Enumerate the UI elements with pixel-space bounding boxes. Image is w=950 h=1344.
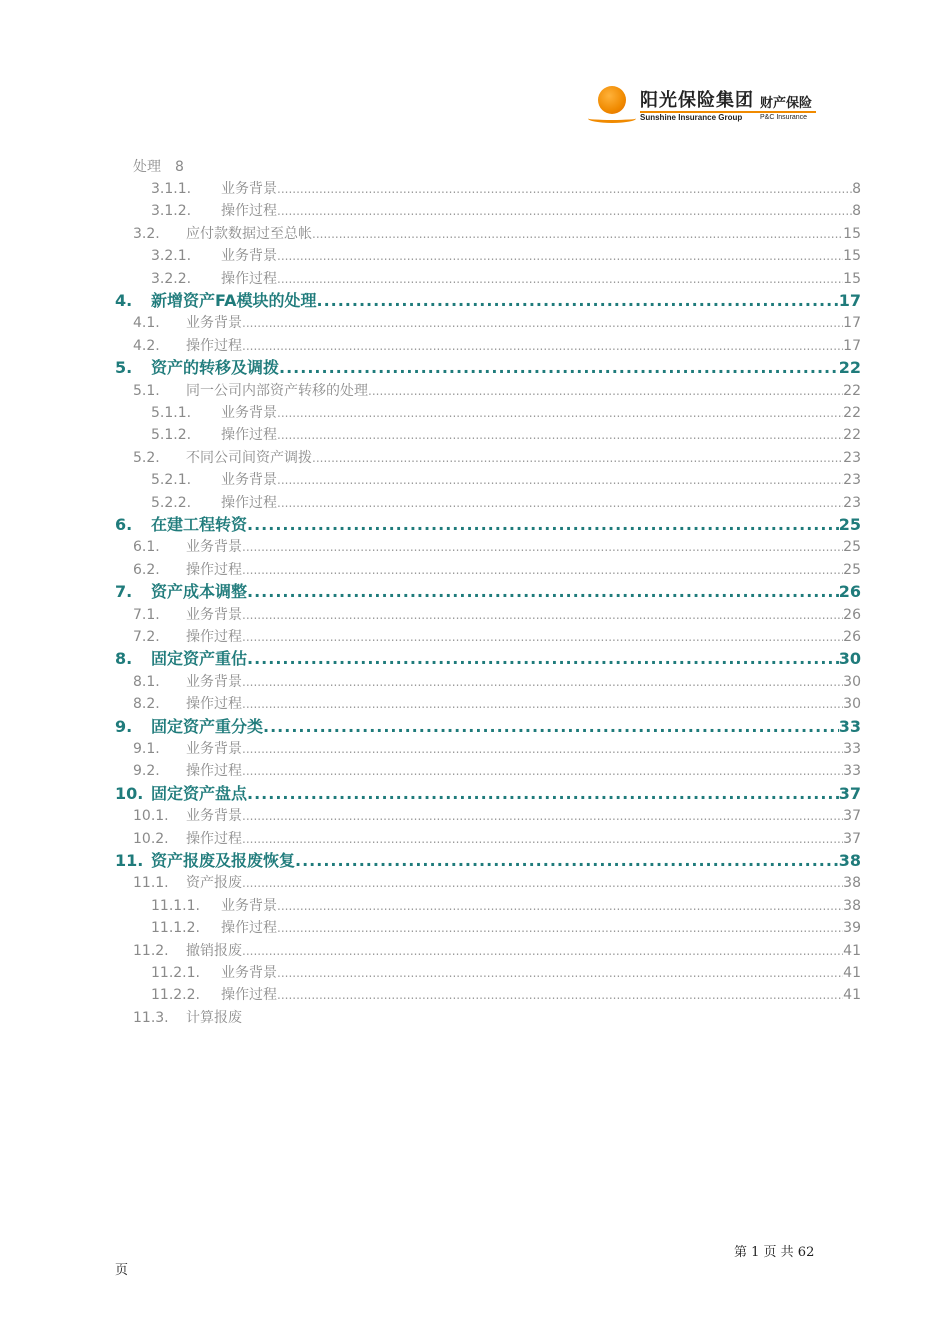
toc-dot-leader (277, 406, 843, 420)
toc-entry-number: 8.2. (133, 696, 160, 713)
toc-entry-page: 26 (838, 582, 861, 602)
toc-entry-level-2[interactable] (133, 671, 861, 691)
toc-entry-number: 3.2.1. (151, 248, 192, 265)
toc-entry-number: 10. (115, 783, 144, 803)
toc-entry-page: 25 (843, 539, 861, 556)
toc-dot-leader (242, 339, 843, 353)
toc-dot-leader (295, 851, 839, 870)
toc-entry-number: 9.2. (133, 763, 160, 780)
toc-entry-title: 固定资产重分类 (151, 716, 264, 736)
toc-entry-level-2[interactable] (133, 604, 861, 624)
toc-dot-leader (242, 630, 843, 644)
toc-entry-title: 操作过程 (221, 920, 277, 937)
logo-english-subname: P&C Insurance (760, 114, 808, 121)
toc-entry-page: 38 (843, 875, 861, 892)
toc-entry-title: 撤销报废 (186, 942, 242, 959)
toc-dot-leader (242, 540, 843, 554)
toc-entry-page: 37 (843, 830, 861, 847)
toc-entry-level-3[interactable] (151, 200, 861, 220)
toc-entry-title: 操作过程 (186, 629, 242, 645)
toc-dot-leader (247, 582, 839, 601)
toc-entry-number: 3.2. (133, 225, 160, 242)
toc-entry-page: 17 (843, 315, 861, 332)
logo-chinese-subname: 财产保险 (760, 96, 813, 111)
toc-entry-number: 5.2.1. (151, 472, 192, 489)
toc-entry-level-2[interactable] (133, 738, 861, 758)
toc-entry-title: 不同公司间资产调拨 (186, 449, 312, 466)
toc-entry-title: 操作过程 (186, 337, 242, 354)
toc-entry-page: 30 (843, 696, 861, 713)
toc-dot-leader (277, 204, 852, 218)
toc-entry-level-3[interactable] (151, 492, 861, 512)
toc-entry-title: 操作过程 (221, 427, 277, 444)
toc-entry-page: 23 (843, 449, 861, 466)
toc-fragment-page: 8 (175, 159, 184, 175)
toc-entry-page: 38 (838, 851, 861, 870)
toc-entry-title: 业务背景 (186, 539, 242, 556)
toc-entry-level-3[interactable] (151, 962, 861, 982)
toc-dot-leader (277, 988, 843, 1002)
toc-entry-page: 41 (843, 987, 861, 1004)
toc-entry-title: 业务背景 (186, 741, 242, 757)
toc-dot-leader (242, 608, 843, 622)
toc-entry-page: 22 (838, 358, 861, 378)
toc-entry-title: 操作过程 (186, 696, 242, 713)
toc-entry-number: 7.1. (133, 606, 160, 623)
toc-entry-level-1[interactable] (115, 579, 861, 602)
toc-entry-number: 7.2. (133, 629, 160, 645)
toc-entry-title: 业务背景 (221, 965, 277, 981)
toc-entry-title: 新增资产FA模块的处理 (151, 291, 317, 310)
toc-entry-level-2[interactable] (133, 380, 861, 400)
toc-entry-number: 3.1.2. (151, 203, 192, 220)
toc-entry-number: 11.1. (133, 875, 169, 892)
swoosh-logo-icon (588, 114, 636, 123)
toc-entry-level-2[interactable] (133, 223, 861, 243)
toc-entry-title: 业务背景 (186, 673, 242, 690)
toc-entry-level-1[interactable] (115, 781, 861, 804)
toc-dot-leader (277, 182, 852, 196)
toc-entry-page: 25 (843, 561, 861, 578)
toc-entry-level-2[interactable] (133, 828, 861, 848)
toc-entry-level-2[interactable] (133, 760, 861, 780)
toc-entry-page: 37 (838, 783, 861, 803)
toc-entry-title: 资产的转移及调拨 (151, 358, 280, 378)
toc-entry-page: 30 (843, 673, 861, 690)
footer-page-fragment: 页 (115, 1263, 129, 1278)
toc-dot-leader (242, 832, 843, 846)
toc-dot-leader (312, 227, 843, 241)
toc-entry-level-2[interactable] (133, 626, 861, 646)
toc-entry-page: 25 (838, 515, 861, 534)
toc-entry-number: 5.1. (133, 382, 160, 399)
page-counter: 第 1 页 共 62 (734, 1245, 815, 1260)
toc-entry-level-1[interactable] (115, 355, 861, 378)
toc-entry-page: 22 (843, 405, 861, 421)
toc-entry-page: 33 (843, 763, 861, 780)
toc-entry-number: 7. (115, 582, 133, 602)
toc-entry-page: 26 (843, 629, 861, 645)
toc-entry-page: 23 (843, 494, 861, 511)
toc-dot-leader (242, 764, 843, 778)
toc-dot-leader (312, 451, 843, 465)
toc-entry-page: 26 (843, 606, 861, 623)
toc-dot-leader (277, 473, 843, 487)
toc-dot-leader (277, 428, 843, 442)
toc-entry-page: 17 (843, 337, 861, 354)
toc-entry-level-2[interactable] (133, 940, 861, 960)
toc-dot-leader (277, 249, 843, 263)
toc-entry-title: 业务背景 (221, 248, 277, 265)
toc-entry-level-3[interactable] (151, 984, 861, 1004)
toc-dot-leader (247, 515, 839, 534)
toc-dot-leader (242, 316, 843, 330)
toc-entry-number: 5. (115, 358, 133, 378)
company-logo (586, 84, 826, 128)
toc-entry-page: 15 (843, 225, 861, 242)
toc-entry-number: 11.3. (133, 1009, 169, 1026)
toc-dot-leader (242, 742, 843, 756)
toc-entry-page: 22 (843, 427, 861, 444)
toc-entry-number: 6. (115, 515, 133, 534)
toc-entry-level-3[interactable] (151, 268, 861, 288)
toc-entry-title: 计算报废 (186, 1009, 242, 1026)
toc-dot-leader (277, 272, 843, 286)
toc-entry-number: 9.1. (133, 741, 160, 757)
toc-entry-level-3[interactable] (151, 402, 861, 422)
toc-entry-number: 6.1. (133, 539, 160, 556)
toc-entry-title: 业务背景 (221, 897, 277, 914)
toc-dot-leader (242, 675, 843, 689)
toc-entry-number: 5.1.2. (151, 427, 192, 444)
toc-entry-title: 业务背景 (186, 315, 242, 332)
sun-logo-icon (598, 86, 626, 114)
toc-entry-number: 5.1.1. (151, 405, 192, 421)
toc-entry-page: 37 (843, 808, 861, 825)
toc-entry-level-3[interactable] (151, 178, 861, 198)
toc-entry-level-2[interactable] (133, 693, 861, 713)
toc-entry-page: 39 (843, 920, 861, 937)
toc-dot-leader (277, 921, 843, 935)
toc-entry-level-2[interactable] (133, 312, 861, 332)
toc-entry-level-2[interactable] (133, 872, 861, 892)
toc-dot-leader (242, 697, 843, 711)
toc-entry-page: 38 (843, 897, 861, 914)
toc-entry-title: 操作过程 (186, 561, 242, 578)
toc-entry-title: 资产报废及报废恢复 (151, 851, 296, 870)
toc-entry-title: 资产成本调整 (151, 582, 248, 602)
toc-entry-level-1[interactable] (115, 848, 861, 871)
toc-entry-number: 9. (115, 716, 133, 736)
toc-entry-level-2[interactable] (133, 447, 861, 467)
toc-entry-number: 11.1.2. (151, 920, 200, 937)
toc-entry-number: 11.2.1. (151, 965, 200, 981)
toc-entry-title: 应付款数据过至总帐 (186, 225, 312, 242)
toc-dot-leader (277, 899, 843, 913)
toc-entry-title: 业务背景 (221, 472, 277, 489)
toc-entry-page: 33 (838, 716, 861, 736)
toc-entry-title: 操作过程 (221, 203, 277, 220)
toc-dot-leader (242, 876, 843, 890)
toc-entry-title: 业务背景 (221, 181, 277, 197)
toc-entry-title: 固定资产重估 (151, 649, 248, 669)
toc-entry-level-3[interactable] (151, 895, 861, 915)
toc-entry-page: 15 (843, 270, 861, 287)
toc-entry-level-3[interactable] (151, 424, 861, 444)
toc-entry-level-1[interactable] (115, 288, 861, 311)
toc-entry-title: 固定资产盘点 (151, 783, 248, 803)
toc-entry-title: 操作过程 (186, 830, 242, 847)
toc-dot-leader (247, 649, 839, 668)
toc-dot-leader (242, 944, 843, 958)
toc-entry-number: 4.1. (133, 315, 160, 332)
toc-entry-title: 操作过程 (221, 270, 277, 287)
toc-entry-number: 8. (115, 649, 133, 669)
toc-entry-number: 5.2. (133, 449, 160, 466)
toc-entry-title: 资产报废 (186, 875, 242, 892)
toc-entry-level-2[interactable] (133, 805, 861, 825)
toc-entry-page: 22 (843, 382, 861, 399)
toc-entry-number: 8.1. (133, 673, 160, 690)
toc-entry-title: 同一公司内部资产转移的处理 (186, 382, 368, 399)
toc-entry-number: 3.2.2. (151, 270, 192, 287)
toc-entry-page: 8 (852, 203, 861, 220)
toc-entry-title: 业务背景 (186, 808, 242, 825)
toc-entry-number: 11.1.1. (151, 897, 200, 914)
toc-entry-number: 10.1. (133, 808, 169, 825)
toc-entry-page: 30 (838, 649, 861, 669)
toc-entry-number: 4. (115, 291, 133, 310)
toc-entry-number: 10.2. (133, 830, 169, 847)
toc-entry-page: 41 (843, 942, 861, 959)
toc-entry-title: 操作过程 (186, 763, 242, 780)
toc-fragment-title: 处理 (133, 159, 161, 175)
toc-entry-number: 6.2. (133, 561, 160, 578)
toc-entry-page: 8 (852, 181, 861, 197)
toc-entry-title: 业务背景 (186, 606, 242, 623)
toc-dot-leader (242, 563, 843, 577)
toc-entry-title: 操作过程 (221, 987, 277, 1004)
toc-fragment-entry[interactable] (133, 156, 184, 176)
toc-entry-level-3[interactable] (151, 917, 861, 937)
toc-entry-number: 11.2.2. (151, 987, 200, 1004)
logo-chinese-name: 阳光保险集团 (640, 90, 754, 111)
toc-entry-number: 5.2.2. (151, 494, 192, 511)
toc-entry-level-1[interactable] (115, 714, 861, 737)
toc-entry-page: 23 (843, 472, 861, 489)
toc-entry-page: 17 (838, 291, 861, 310)
toc-entry-level-1[interactable] (115, 646, 861, 669)
toc-dot-leader (247, 784, 839, 803)
toc-entry-page: 15 (843, 248, 861, 265)
toc-dot-leader (279, 358, 839, 377)
toc-entry-level-2[interactable] (133, 335, 861, 355)
toc-entry-level-2[interactable] (133, 559, 861, 579)
toc-entry-level-3[interactable] (151, 245, 861, 265)
toc-entry-level-2[interactable] (133, 536, 861, 556)
toc-entry-title: 操作过程 (221, 494, 277, 511)
toc-dot-leader (242, 809, 843, 823)
toc-dot-leader (277, 496, 843, 510)
toc-entry-level-1[interactable] (115, 512, 861, 535)
logo-english-name: Sunshine Insurance Group (640, 113, 743, 122)
toc-entry-number: 3.1.1. (151, 181, 192, 197)
toc-entry-number: 11. (115, 851, 144, 870)
toc-entry-title: 在建工程转资 (151, 515, 248, 534)
toc-dot-leader (316, 291, 838, 310)
toc-dot-leader (263, 717, 839, 736)
toc-dot-leader (277, 966, 843, 980)
toc-entry-title: 业务背景 (221, 405, 277, 421)
toc-dot-leader (368, 384, 843, 398)
toc-entry-page: 33 (843, 741, 861, 757)
toc-entry-number: 4.2. (133, 337, 160, 354)
toc-entry-page: 41 (843, 965, 861, 981)
toc-entry-level-3[interactable] (151, 469, 861, 489)
toc-entry-level-2[interactable] (133, 1007, 861, 1027)
toc-entry-number: 11.2. (133, 942, 169, 959)
